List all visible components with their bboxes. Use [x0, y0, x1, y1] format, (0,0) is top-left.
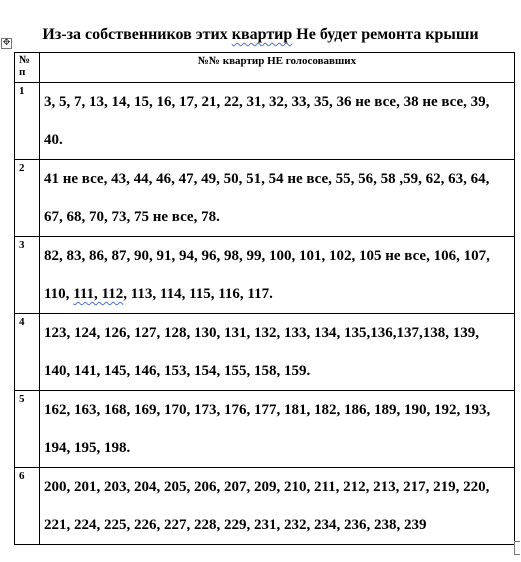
row-number: 6 — [15, 468, 40, 545]
row-number: 5 — [15, 391, 40, 468]
title-text-end: Не будет ремонта крыши — [292, 26, 479, 43]
row-apartments-start: 82, 83, 86, 87, 90, 91, 94, 96, 98, 99, 100, 101, 102, 105 не все, 106, 107, 110, — [44, 248, 490, 302]
spellcheck-marked-text[interactable]: 111, 112 — [73, 286, 124, 302]
document-title — [0, 26, 521, 44]
row-number: 4 — [15, 314, 40, 391]
row-apartments[interactable] — [40, 237, 515, 314]
title-spellcheck-word[interactable]: квартир — [231, 26, 293, 43]
row-number: 2 — [15, 160, 40, 237]
table-resize-handle[interactable] — [514, 541, 520, 555]
row-number: 1 — [15, 83, 40, 160]
row-apartments[interactable]: 200, 201, 203, 204, 205, 206, 207, 209, 210, 211, 212, 213, 217, 219, 220, 221, 224, 225, 226, 227, 228, 229, 231, 232, 234, 236, 238, 239 — [40, 468, 515, 545]
row-number: 3 — [15, 237, 40, 314]
header-apartments: №№ квартир НЕ голосовавших — [40, 53, 515, 83]
table-row — [15, 83, 515, 160]
row-apartments-end: , 113, 114, 115, 116, 117. — [123, 286, 273, 302]
apartments-table — [14, 52, 515, 545]
header-number: № п — [15, 53, 40, 83]
table-row — [15, 237, 515, 314]
title-text-start: Из-за собственников этих — [42, 26, 232, 43]
table-row — [15, 391, 515, 468]
row-apartments[interactable]: 123, 124, 126, 127, 128, 130, 131, 132, 133, 134, 135,136,137,138, 139, 140, 141, 145, 146, 153, 154, 155, 158, 159. — [40, 314, 515, 391]
table-row — [15, 160, 515, 237]
row-apartments[interactable]: 3, 5, 7, 13, 14, 15, 16, 17, 21, 22, 31, 32, 33, 35, 36 не все, 38 не все, 39, 40. — [40, 83, 515, 160]
table-row — [15, 314, 515, 391]
table-row — [15, 468, 515, 545]
row-apartments[interactable]: 41 не все, 43, 44, 46, 47, 49, 50, 51, 54 не все, 55, 56, 58 ,59, 62, 63, 64, 67, 68, 70, 73, 75 не все, 78. — [40, 160, 515, 237]
table-header-row — [15, 53, 515, 83]
row-apartments[interactable]: 162, 163, 168, 169, 170, 173, 176, 177, 181, 182, 186, 189, 190, 192, 193, 194, 195, 198. — [40, 391, 515, 468]
table-move-handle-icon[interactable]: ✥ — [2, 38, 11, 48]
